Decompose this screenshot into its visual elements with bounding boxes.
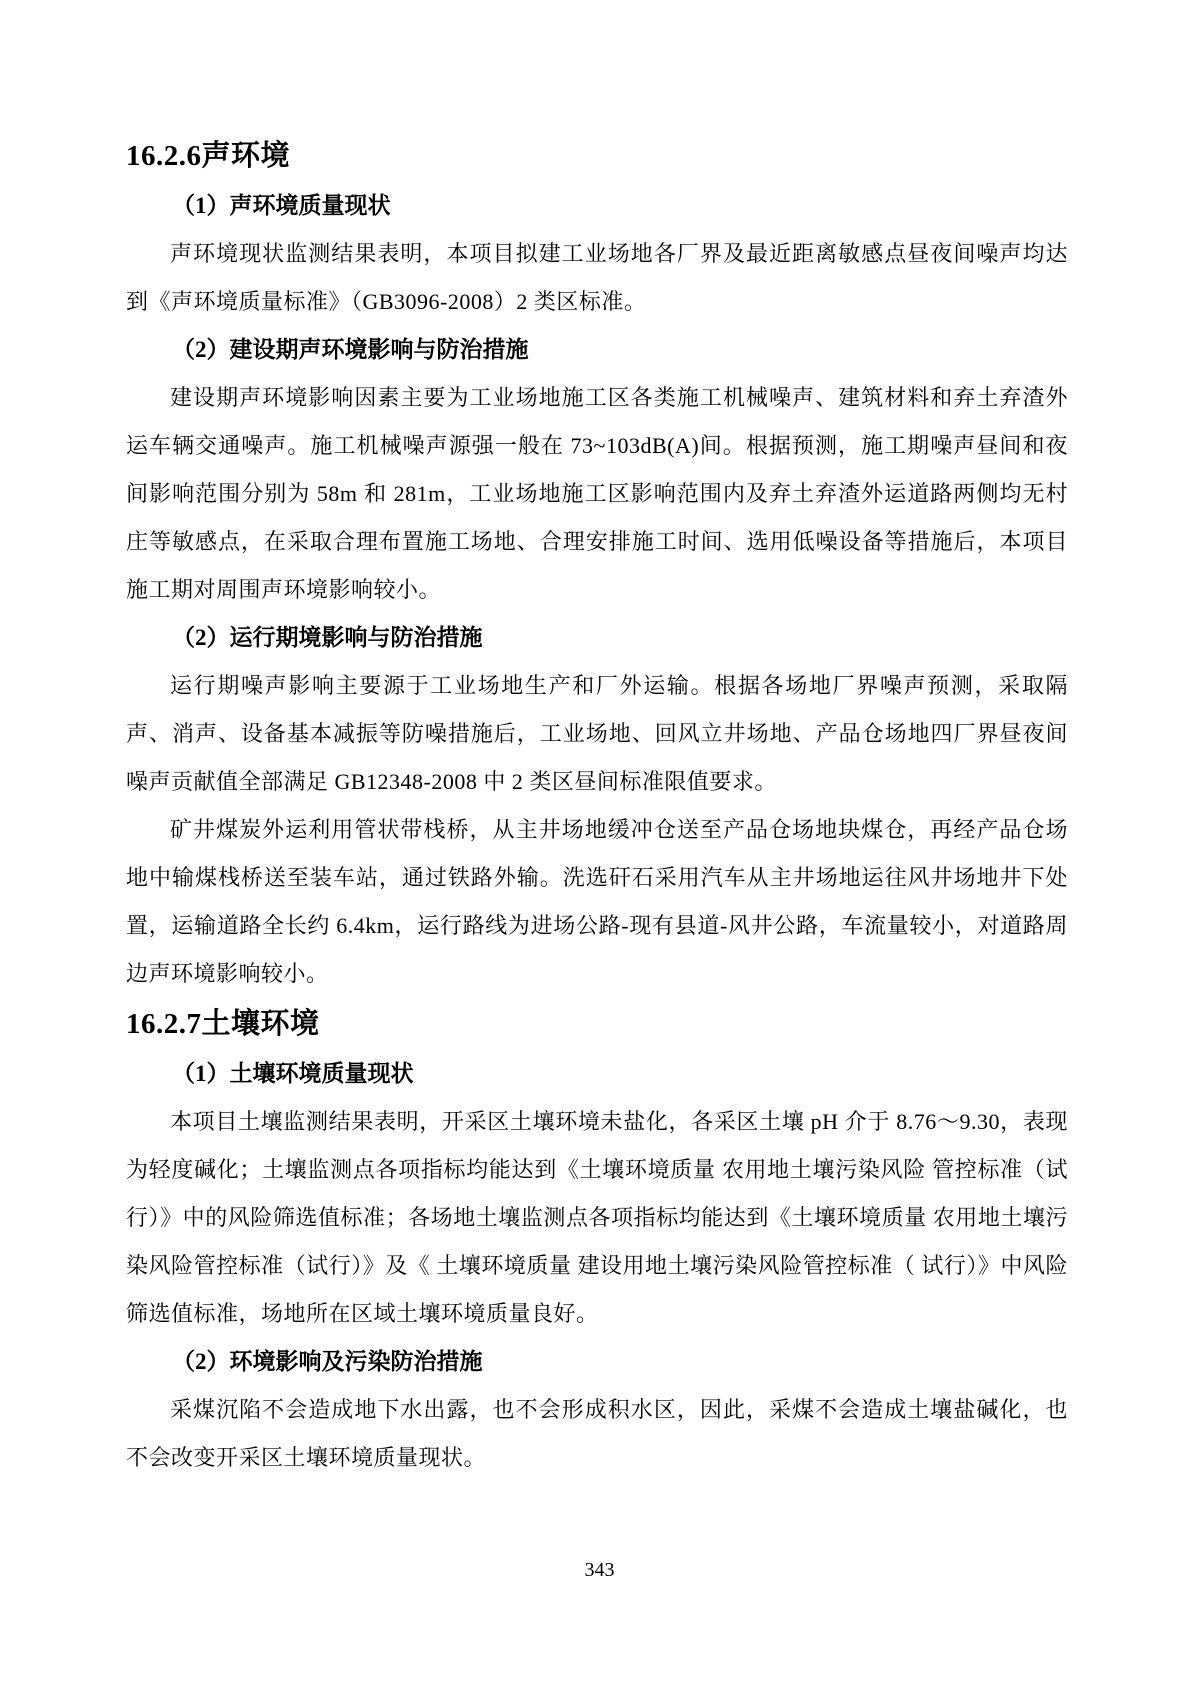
paragraph-soil-impact: 采煤沉陷不会造成地下水出露，也不会形成积水区，因此，采煤不会造成土壤盐碱化，也不会改变开采区土壤环境质量现状。	[126, 1397, 1068, 1470]
paragraph-noise-quality-status: 声环境现状监测结果表明，本项目拟建工业场地各厂界及最近距离敏感点昼夜间噪声均达到《声环境质量标准》（GB3096-2008）2 类区标准。	[126, 241, 1068, 314]
subheading-construction-noise-measures: （2）建设期声环境影响与防治措施	[172, 337, 529, 362]
paragraph-coal-transport-noise: 矿井煤炭外运利用管状带栈桥，从主井场地缓冲仓送至产品仓场地块煤仓，再经产品仓场地中输煤栈桥送至装车站，通过铁路外输。洗选矸石采用汽车从主井场地运往风井场地井下处置，运输道路全长约 6.4km，运行路线为进场公路-现有县道-风井公路，车流量较小，对道路周边声环境影响较小。	[126, 817, 1068, 986]
subheading-operation-noise-measures: （2）运行期境影响与防治措施	[172, 625, 483, 650]
paragraph-soil-quality-status: 本项目土壤监测结果表明，开采区土壤环境未盐化，各采区土壤 pH 介于 8.76～9.30，表现为轻度碱化；土壤监测点各项指标均能达到《土壤环境质量 农用地土壤污染风险 管控标准（试行）》中的风险筛选值标准；各场地土壤监测点各项指标均能达到《土壤环境质量 农用地土壤污染风险管控标准（试行）》及《 土壤环境质量 建设用地土壤污染风险管控标准（ 试行）》中风险筛选值标准，场地所在区域土壤环境质量良好。	[126, 1109, 1068, 1326]
paragraph-construction-noise: 建设期声环境影响因素主要为工业场地施工区各类施工机械噪声、建筑材料和弃土弃渣外运车辆交通噪声。施工机械噪声源强一般在 73~103dB(A)间。根据预测，施工期噪声昼间和夜间影响范围分别为 58m 和 281m，工业场地施工区影响范围内及弃土弃渣外运道路两侧均无村庄等敏感点，在采取合理布置施工场地、合理安排施工时间、选用低噪设备等措施后，本项目施工期对周围声环境影响较小。	[126, 385, 1068, 602]
subheading-soil-impact-measures: （2）环境影响及污染防治措施	[172, 1349, 483, 1374]
section-heading-noise-environment: 16.2.6声环境	[126, 140, 291, 172]
paragraph-operation-noise: 运行期噪声影响主要源于工业场地生产和厂外运输。根据各场地厂界噪声预测，采取隔声、消声、设备基本减振等防噪措施后，工业场地、回风立井场地、产品仓场地四厂界昼夜间噪声贡献值全部满足 GB12348-2008 中 2 类区昼间标准限值要求。	[126, 673, 1068, 794]
section-heading-soil-environment: 16.2.7土壤环境	[126, 1008, 320, 1040]
subheading-noise-quality-status: （1）声环境质量现状	[172, 193, 391, 218]
subheading-soil-quality-status: （1）土壤环境质量现状	[172, 1061, 414, 1086]
page-number: 343	[584, 1559, 615, 1581]
document-body	[126, 132, 1068, 1482]
